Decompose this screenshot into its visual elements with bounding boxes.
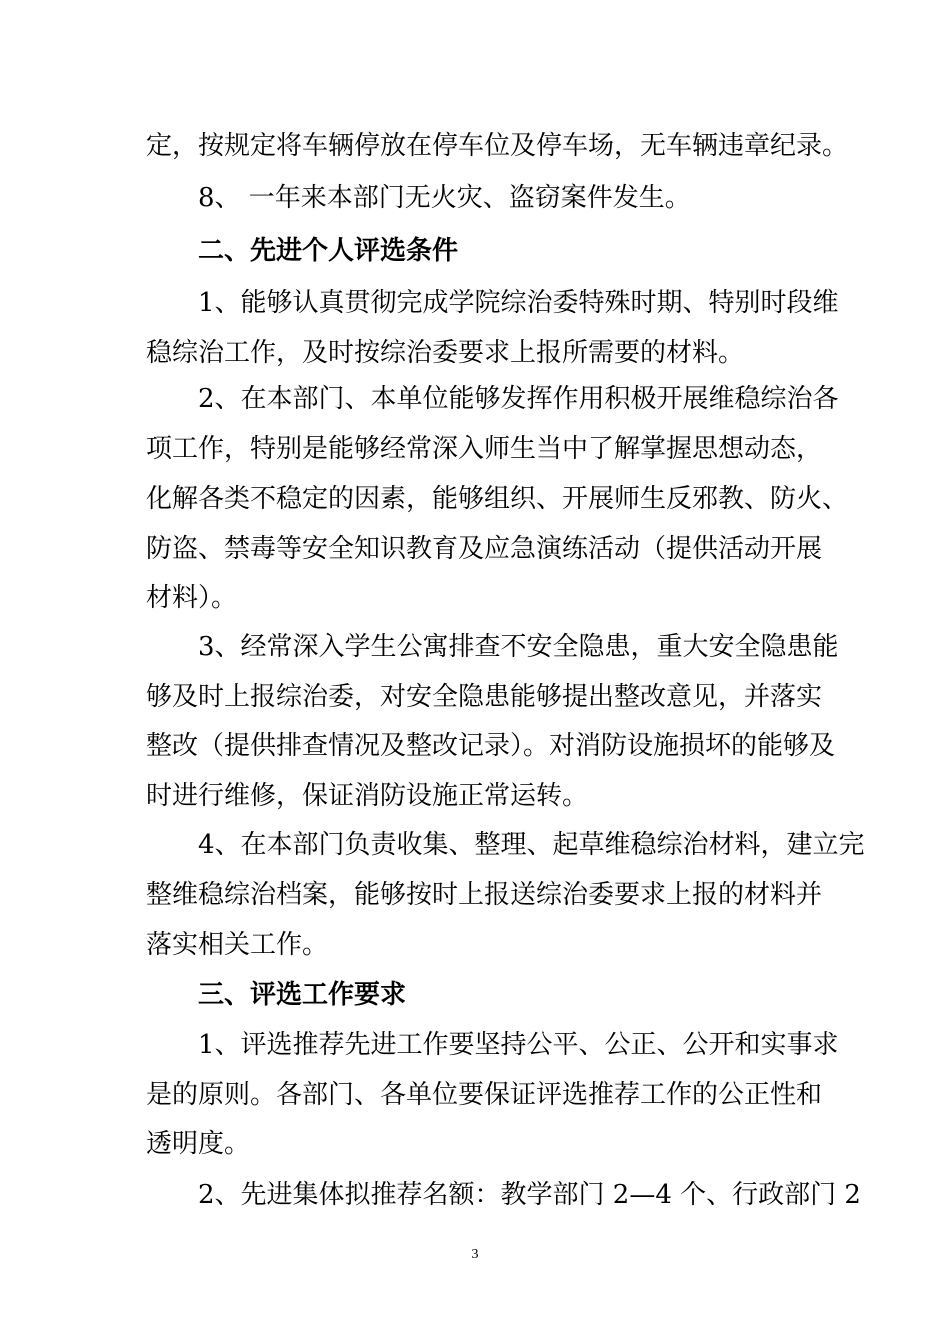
paragraph-line: 整维稳综治档案，能够按时上报送综治委要求上报的材料并 — [146, 880, 823, 910]
paragraph-line: 落实相关工作。 — [146, 930, 329, 960]
paragraph-line: 整改（提供排查情况及整改记录）。对消防设施损坏的能够及 — [146, 731, 836, 761]
paragraph-line: 够及时上报综治委，对安全隐患能够提出整改意见，并落实 — [146, 682, 823, 712]
paragraph-line: 定，按规定将车辆停放在停车位及停车场，无车辆违章纪录。 — [146, 131, 849, 161]
paragraph-line: 4、在本部门负责收集、整理、起草维稳综治材料，建立完 — [198, 830, 865, 860]
paragraph-line: 1、能够认真贯彻完成学院综治委特殊时期、特别时段维 — [198, 288, 839, 318]
paragraph-line: 化解各类不稳定的因素，能够组织、开展师生反邪教、防火、 — [146, 484, 849, 514]
paragraph-line: 项工作，特别是能够经常深入师生当中了解掌握思想动态， — [146, 434, 823, 464]
paragraph-line: 透明度。 — [146, 1129, 251, 1159]
paragraph-line: 防盗、禁毒等安全知识教育及应急演练活动（提供活动开展 — [146, 534, 823, 564]
paragraph-line: 时进行维修，保证消防设施正常运转。 — [146, 781, 589, 811]
paragraph-line: 2、在本部门、本单位能够发挥作用积极开展维稳综治各 — [198, 384, 839, 414]
paragraph-line: 是的原则。各部门、各单位要保证评选推荐工作的公正性和 — [146, 1080, 823, 1110]
paragraph-line: 8、 一年来本部门无火灾、盗窃案件发生。 — [198, 183, 691, 213]
section-heading: 二、先进个人评选条件 — [198, 236, 459, 266]
section-heading: 三、评选工作要求 — [198, 980, 407, 1010]
paragraph-line: 材料）。 — [146, 583, 238, 613]
paragraph-line: 1、评选推荐先进工作要坚持公平、公正、公开和实事求 — [198, 1030, 839, 1060]
page-number: 3 — [471, 1247, 479, 1262]
paragraph-line: 2、先进集体拟推荐名额：教学部门 2—4 个、行政部门 2 — [198, 1180, 861, 1210]
paragraph-line: 3、经常深入学生公寓排查不安全隐患，重大安全隐患能 — [198, 632, 839, 662]
paragraph-line: 稳综治工作，及时按综治委要求上报所需要的材料。 — [146, 338, 745, 368]
